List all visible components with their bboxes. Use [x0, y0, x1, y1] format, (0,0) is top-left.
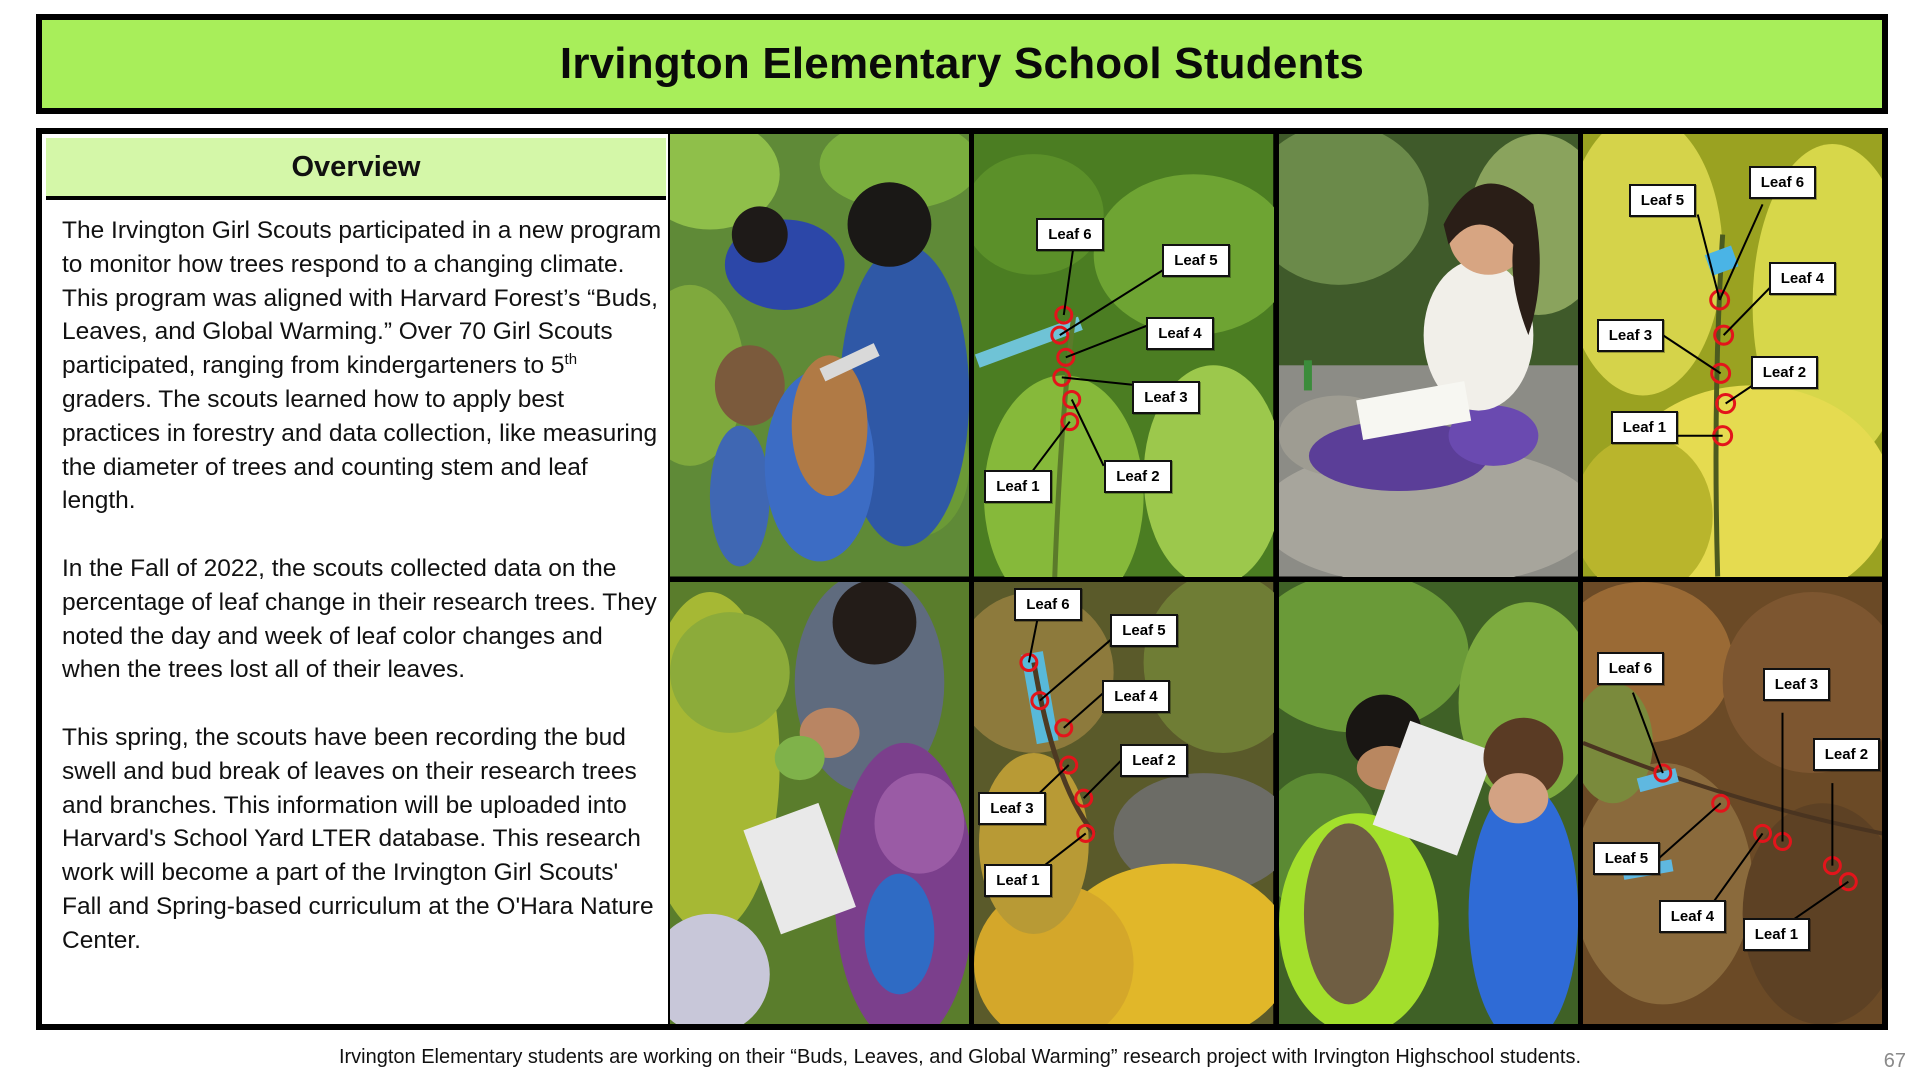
overview-panel	[42, 134, 668, 1024]
leaf-label-4: Leaf 4	[1659, 900, 1726, 933]
photo-students-recording-data-image	[670, 582, 969, 1025]
leaf-label-4: Leaf 4	[1769, 262, 1836, 295]
leaf-label-6: Leaf 6	[1749, 166, 1816, 199]
leaf-label-5: Leaf 5	[1162, 244, 1229, 277]
leaf-label-2: Leaf 2	[1120, 744, 1187, 777]
leaf-label-3: Leaf 3	[1597, 319, 1664, 352]
photo-grid	[670, 134, 1882, 1024]
overview-paragraph-2: In the Fall of 2022, the scouts collected data on the percentage of leaf change in their research trees. They noted the day and week of leaf color changes and when the trees lost all of their leaves.	[62, 554, 657, 684]
slide-title: Irvington Elementary School Students	[559, 39, 1365, 88]
leaf-label-5: Leaf 5	[1629, 184, 1696, 217]
photo-yellow-leaves-marked-image	[1583, 134, 1882, 577]
page-number: 67	[1883, 1050, 1906, 1072]
photo-students-measuring-leaves-image	[670, 134, 969, 577]
overview-header	[46, 138, 666, 200]
slide-caption: Irvington Elementary students are working on their “Buds, Leaves, and Global Warming” research project with Irvington Highschool students.	[338, 1046, 1582, 1068]
photo-yellow-leaves-marked	[1583, 134, 1882, 577]
photo-girl-writing-clipboard-image	[1279, 134, 1578, 577]
overview-heading: Overview	[291, 150, 421, 183]
photo-girl-writing-clipboard	[1279, 134, 1578, 577]
leaf-label-6: Leaf 6	[1036, 218, 1103, 251]
photo-students-reading-clipboard	[1279, 582, 1578, 1025]
leaf-label-2: Leaf 2	[1104, 460, 1171, 493]
photo-green-leaves-marked	[974, 134, 1273, 577]
main-frame	[36, 128, 1888, 1030]
title-bar	[36, 14, 1888, 114]
photo-students-measuring-leaves	[670, 134, 969, 577]
photo-green-leaves-marked-image	[974, 134, 1273, 577]
leaf-label-2: Leaf 2	[1813, 738, 1880, 771]
photo-students-reading-clipboard-image	[1279, 582, 1578, 1025]
leaf-label-3: Leaf 3	[1132, 381, 1199, 414]
leaf-label-5: Leaf 5	[1593, 842, 1660, 875]
leaf-label-1: Leaf 1	[984, 470, 1051, 503]
ordinal-superscript: th	[564, 351, 578, 369]
leaf-label-1: Leaf 1	[1611, 411, 1678, 444]
leaf-label-3: Leaf 3	[1763, 668, 1830, 701]
leaf-label-4: Leaf 4	[1102, 680, 1169, 713]
leaf-label-6: Leaf 6	[1014, 588, 1081, 621]
overview-paragraph-1	[62, 214, 662, 518]
leaf-label-1: Leaf 1	[1743, 918, 1810, 951]
leaf-label-6: Leaf 6	[1597, 652, 1664, 685]
overview-body	[62, 214, 662, 958]
photo-fallen-leaves-marked	[1583, 582, 1882, 1025]
photo-fallen-leaves-marked-image	[1583, 582, 1882, 1025]
overview-paragraph-1-post: graders. The scouts learned how to apply best practices in forestry and data collection, like measuring the diameter of trees and counting stem and leaf length.	[62, 385, 658, 515]
leaf-label-4: Leaf 4	[1146, 317, 1213, 350]
photo-autumn-leaves-marked	[974, 582, 1273, 1025]
leaf-label-2: Leaf 2	[1751, 356, 1818, 389]
leaf-label-1: Leaf 1	[984, 864, 1051, 897]
leaf-label-3: Leaf 3	[978, 792, 1045, 825]
leaf-label-5: Leaf 5	[1110, 614, 1177, 647]
overview-paragraph-1-pre: The Irvington Girl Scouts participated in a new program to monitor how trees respond to a changing climate. This program was aligned with Harvard Forest’s “Buds, Leaves, and Global Warming.” Over 70 Girl Scouts participated, ranging from kindergarteners to 5	[62, 217, 662, 380]
photo-students-recording-data	[670, 582, 969, 1025]
overview-paragraph-3: This spring, the scouts have been recording the bud swell and bud break of leaves on their research trees and branches. This information will be uploaded into Harvard's School Yard LTER database. This research work will become a part of the Irvington Girl Scouts' Fall and Spring-based curriculum at the O'Hara Nature Center.	[62, 723, 654, 954]
